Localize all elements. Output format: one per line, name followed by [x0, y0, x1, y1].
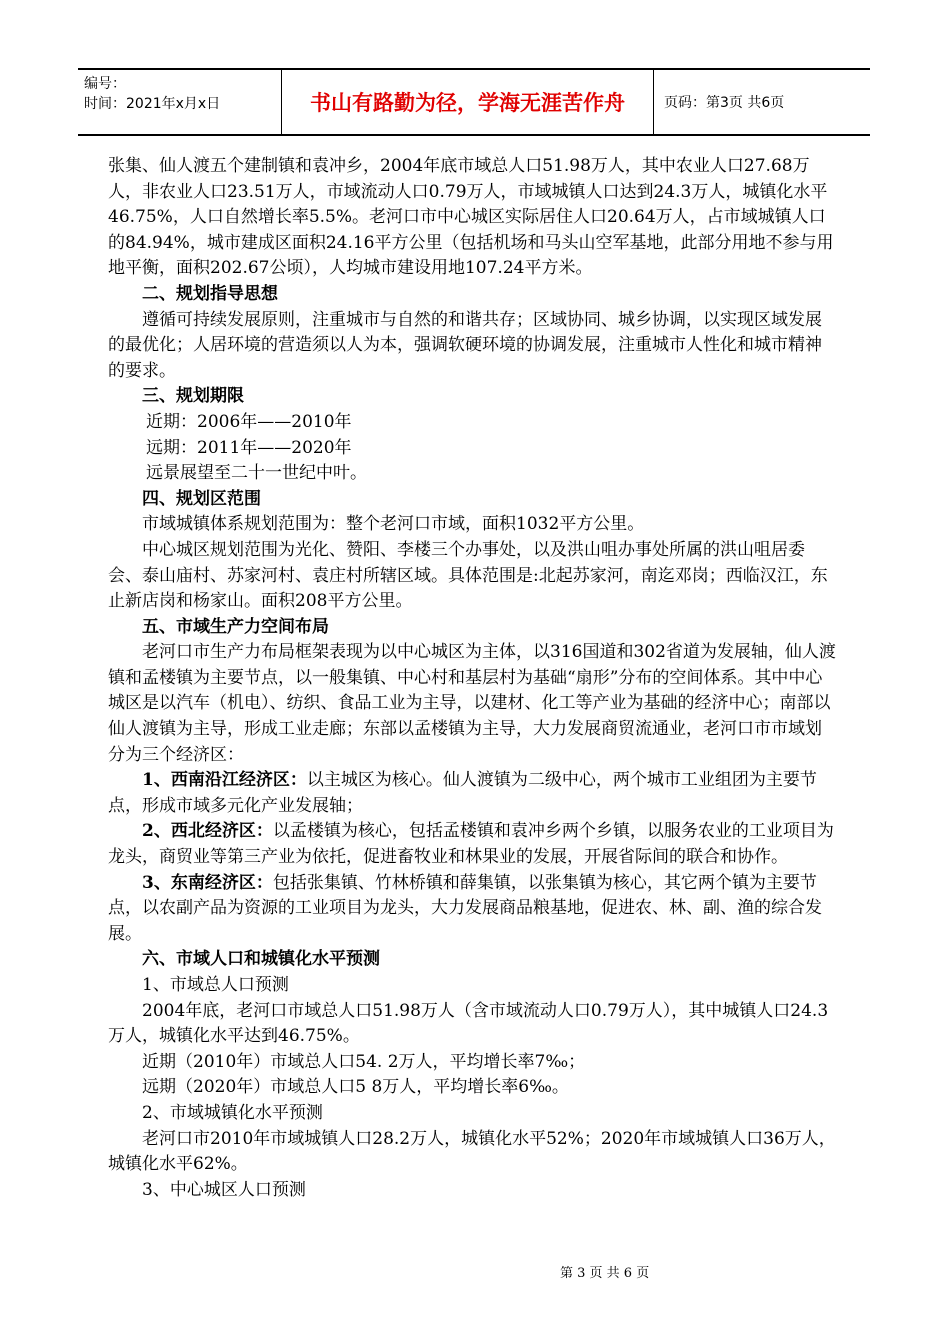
header-page-info: 页码：第3页 共6页 — [664, 95, 785, 111]
header-motto: 书山有路勤为径，学海无涯苦作舟 — [282, 70, 654, 134]
page-header — [78, 68, 870, 136]
document-body — [108, 154, 838, 1203]
paragraph: 遵循可持续发展原则，注重城市与自然的和谐共存；区域协同、城乡协调，以实现区域发展的最优化；人居环境的营造须以人为本，强调软硬环境的协调发展，注重城市人性化和城市精神的要求。 — [108, 309, 822, 381]
document-number-label: 编号： — [84, 76, 126, 92]
zone-title: 3、东南经济区： — [142, 872, 273, 893]
section-heading: 六、市域人口和城镇化水平预测 — [142, 949, 380, 970]
zone-text: 以主城区为核心。仙人渡镇为二级中心，两个城市工业组团为主要节点，形成市域多元化产业发展轴； — [108, 770, 817, 816]
section-heading: 五、市域生产力空间布局 — [142, 616, 329, 637]
economic-zone-paragraph — [108, 819, 838, 870]
subsection-heading: 3、中心城区人口预测 — [142, 1179, 306, 1200]
paragraph: 中心城区规划范围为光化、赞阳、李楼三个办事处，以及洪山咀办事处所属的洪山咀居委会、泰山庙村、苏家河村、袁庄村所辖区域。具体范围是:北起苏家河，南迄邓岗；西临汉江，东止新店岗和杨家山。面积208平方公里。 — [108, 539, 828, 612]
paragraph: 老河口市2010年市域城镇人口28.2万人，城镇化水平52%；2020年市域城镇人口36万人，城镇化水平62%。 — [108, 1128, 836, 1175]
section-heading: 三、规划期限 — [142, 386, 244, 407]
economic-zone-paragraph — [108, 871, 838, 948]
paragraph: 老河口市生产力布局框架表现为以中心城区为主体，以316国道和302省道为发展轴，仙人渡镇和孟楼镇为主要节点，以一般集镇、中心村和基层村为基础“扇形”分布的空间体系。其中中心城区是以汽车（机电）、纺织、食品工业为主导，以建材、化工等产业为基础的经济中心；南部以仙人渡镇为主导，形成工业走廊；东部以孟楼镇为主导，大力发展商贸流通业，老河口市市域划分为三个经济区： — [108, 642, 836, 765]
zone-title: 2、西北经济区： — [142, 821, 273, 842]
page-footer: 第 3 页 共 6 页 — [560, 1266, 650, 1281]
zone-text: 以孟楼镇为核心，包括孟楼镇和袁冲乡两个乡镇，以服务农业的工业项目为龙头，商贸业等第三产业为依托，促进畜牧业和林果业的发展，开展省际间的联合和协作。 — [108, 821, 834, 868]
document-date-label: 时间：2021年x月x日 — [84, 96, 221, 112]
header-meta — [78, 70, 282, 134]
subsection-heading: 2、市域城镇化水平预测 — [142, 1102, 323, 1123]
zone-title: 1、西南沿江经济区： — [142, 770, 307, 791]
paragraph: 远景展望至二十一世纪中叶。 — [146, 463, 367, 484]
economic-zone-paragraph — [108, 768, 838, 819]
paragraph: 远期（2020年）市域总人口5 8万人，平均增长率6‰。 — [142, 1077, 569, 1098]
section-heading: 二、规划指导思想 — [142, 283, 278, 304]
zone-text: 包括张集镇、竹林桥镇和薛集镇，以张集镇为核心，其它两个镇为主要节点，以农副产品为资源的工业项目为龙头，大力发展商品粮基地，促进农、林、副、渔的综合发展。 — [108, 872, 822, 944]
paragraph: 2004年底，老河口市域总人口51.98万人（含市域流动人口0.79万人），其中城镇人口24.3万人，城镇化水平达到46.75%。 — [108, 1000, 829, 1047]
section-heading: 四、规划区范围 — [142, 488, 261, 509]
subsection-heading: 1、市域总人口预测 — [142, 975, 289, 995]
paragraph: 市域城镇体系规划范围为：整个老河口市域，面积1032平方公里。 — [142, 514, 645, 535]
paragraph: 近期：2006年——2010年 — [146, 411, 352, 432]
paragraph: 张集、仙人渡五个建制镇和袁冲乡，2004年底市域总人口51.98万人，其中农业人口27.68万人，非农业人口23.51万人，市域流动人口0.79万人，市域城镇人口达到24.3万人，城镇化水平46.75%，人口自然增长率5.5%。老河口市中心城区实际居住人口20.64万人，占市域城镇人口的84.94%，城市建成区面积24.16平方公里（包括机场和马头山空军基地，此部分用地不参与用地平衡，面积202.67公顷），人均城市建设用地107.24平方米。 — [108, 156, 834, 279]
paragraph: 近期（2010年）市域总人口54. 2万人，平均增长率7‰； — [142, 1051, 586, 1072]
paragraph: 远期：2011年——2020年 — [146, 437, 352, 458]
